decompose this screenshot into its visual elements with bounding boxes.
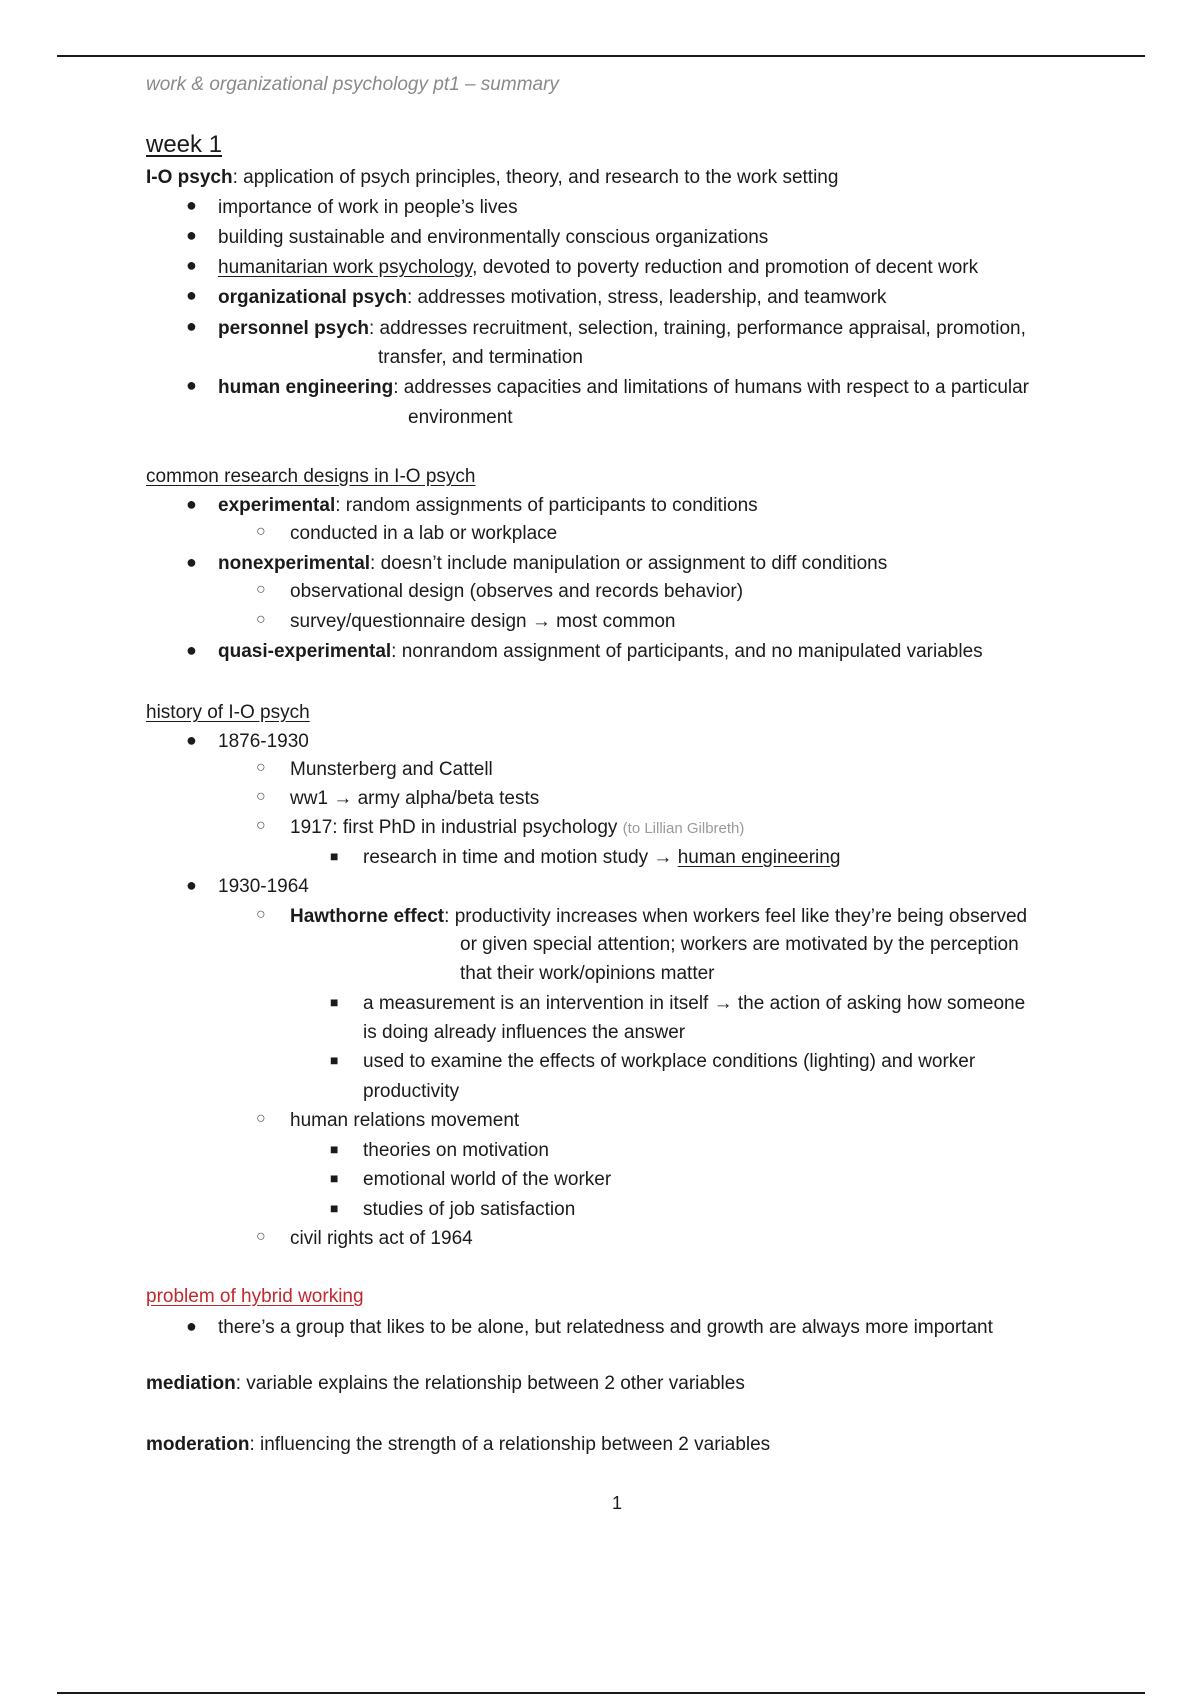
sub-list-item-continuation: that their work/opinions matter [460,963,715,984]
list-item: experimental: random assignments of participants to conditions [218,495,758,516]
list-item: human engineering: addresses capacities and limitations of humans with respect to a particular [218,377,1030,398]
top-rule [57,55,1145,57]
page-number: 1 [612,1493,623,1513]
list-item: nonexperimental: doesn’t include manipulation or assignment to diff conditions [218,553,888,574]
sub-bullet-icon: ○ [256,817,266,834]
bullet-icon: ● [186,875,197,895]
sub-bullet-icon: ○ [256,759,266,776]
bullet-icon: ● [186,255,197,275]
sub-list-item-continuation: or given special attention; workers are motivated by the perception [460,934,1019,955]
bullet-icon: ● [186,375,197,395]
sub-sub-list-item: research in time and motion study → human engineering [363,847,841,868]
bullet-icon: ● [186,494,197,514]
sub-bullet-icon: ○ [256,581,266,598]
sub-list-item: Munsterberg and Cattell [290,759,493,780]
mediation-definition: mediation: variable explains the relationship between 2 other variables [146,1373,745,1394]
sub-sub-list-item: theories on motivation [363,1140,549,1161]
io-term: I-O psych [146,167,233,188]
list-item: there’s a group that likes to be alone, but relatedness and growth are always more important [218,1317,993,1338]
io-definition: I-O psych: application of psych principles, theory, and research to the work setting [146,167,839,188]
bullet-icon: ● [186,730,197,750]
sub-list-item: human relations movement [290,1110,520,1131]
sub-list-item: ww1 → army alpha/beta tests [290,788,540,809]
sub-sub-list-item-continuation: is doing already influences the answer [363,1022,686,1043]
list-item-continuation: environment [408,407,513,428]
section-heading-designs: common research designs in I-O psych [146,466,476,487]
sub-sub-list-item: emotional world of the worker [363,1169,612,1190]
sub-bullet-icon: ○ [256,906,266,923]
sub-sub-list-item: used to examine the effects of workplace conditions (lighting) and worker [363,1051,976,1072]
list-item: 1876-1930 [218,731,309,752]
list-item: personnel psych: addresses recruitment, selection, training, performance appraisal, promotion, [218,318,1026,339]
sub-list-item: survey/questionnaire design → most common [290,611,676,632]
bullet-icon: ● [186,195,197,215]
sub-sub-list-item-continuation: productivity [363,1081,460,1102]
sub-list-item: Hawthorne effect: productivity increases when workers feel like they’re being observed [290,906,1028,927]
list-item: humanitarian work psychology, devoted to poverty reduction and promotion of decent work [218,257,979,278]
sub-list-item: civil rights act of 1964 [290,1228,473,1249]
sub-list-item: conducted in a lab or workplace [290,523,558,544]
sub-bullet-icon: ○ [256,1228,266,1245]
bullet-icon: ● [186,316,197,336]
footnote-note: (to Lillian Gilbreth) [622,820,745,837]
sub-bullet-icon: ○ [256,788,266,805]
list-item: quasi-experimental: nonrandom assignment of participants, and no manipulated variables [218,641,983,662]
square-bullet-icon: ■ [330,1141,339,1157]
list-item: importance of work in people’s lives [218,197,518,218]
sub-list-item: observational design (observes and records behavior) [290,581,744,602]
section-title-week: week 1 [146,131,223,158]
sub-sub-list-item: a measurement is an intervention in itself → the action of asking how someone [363,993,1026,1014]
moderation-definition: moderation: influencing the strength of a relationship between 2 variables [146,1434,771,1455]
square-bullet-icon: ■ [330,848,339,864]
sub-bullet-icon: ○ [256,523,266,540]
bullet-icon: ● [186,285,197,305]
bullet-icon: ● [186,552,197,572]
sub-bullet-icon: ○ [256,1110,266,1127]
section-heading-hybrid: problem of hybrid working [146,1286,364,1307]
list-item: organizational psych: addresses motivation, stress, leadership, and teamwork [218,287,887,308]
square-bullet-icon: ■ [330,1200,339,1216]
list-item: 1930-1964 [218,876,309,897]
bottom-rule [57,1692,1145,1694]
bullet-icon: ● [186,640,197,660]
document-header: work & organizational psychology pt1 – summary [146,74,559,95]
bullet-icon: ● [186,225,197,245]
list-item: building sustainable and environmentally conscious organizations [218,227,769,248]
sub-list-item: 1917: first PhD in industrial psychology (to Lillian Gilbreth) [290,817,745,838]
sub-sub-list-item: studies of job satisfaction [363,1199,576,1220]
section-heading-history: history of I-O psych [146,702,310,723]
bullet-icon: ● [186,1316,197,1336]
square-bullet-icon: ■ [330,994,339,1010]
list-item-continuation: transfer, and termination [378,347,583,368]
sub-bullet-icon: ○ [256,611,266,628]
square-bullet-icon: ■ [330,1052,339,1068]
square-bullet-icon: ■ [330,1170,339,1186]
